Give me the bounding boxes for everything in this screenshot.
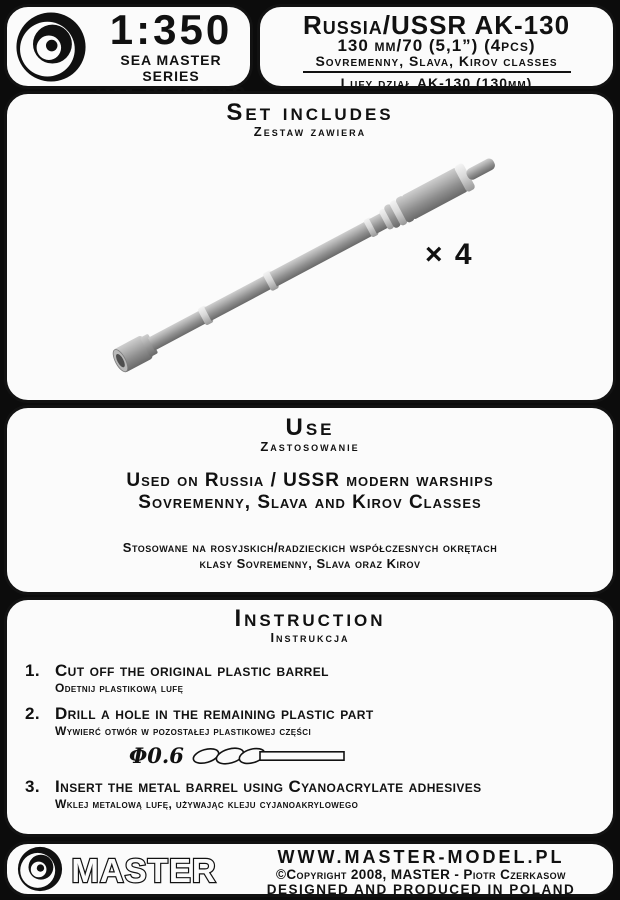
use-pl-line-1: Stosowane na rosyjskich/radzieckich współczesnych okrętach (122, 540, 498, 555)
instruction-step-1 (25, 661, 613, 695)
instruction-title-pl: Instrukcja (270, 630, 350, 645)
instruction-step-2 (25, 704, 613, 768)
footer-panel (4, 841, 616, 897)
copyright-line: ©Copyright 2008, MASTER - Piotr Czerkasow (276, 867, 566, 882)
instruction-title: Instruction (234, 605, 386, 632)
step-text-en: Cut off the original plastic barrel (55, 661, 329, 680)
drill-diagram (129, 744, 613, 768)
series-label: SEA MASTER SERIES (120, 52, 222, 84)
master-swirl-logo-icon (15, 11, 87, 83)
set-includes-title-pl: Zestaw zawiera (253, 124, 367, 139)
drill-bit-icon (190, 744, 348, 768)
use-line-2: Sovremenny, Slava and Kirov Classes (138, 492, 482, 513)
divider (303, 71, 571, 73)
product-title: Russia/USSR AK-130 (302, 10, 571, 40)
master-swirl-logo-icon (17, 846, 63, 892)
step-text-pl: Wklej metalową lufę, używając kleju cyjanoakrylowego (55, 797, 359, 811)
step-number: 3. (25, 777, 40, 796)
instruction-step-3 (25, 777, 613, 811)
website-url: WWW.MASTER-MODEL.PL (277, 847, 565, 867)
origin-line: DESIGNED AND PRODUCED IN POLAND (266, 882, 576, 897)
scale-label: 1:350 (109, 6, 233, 53)
brand-panel (4, 4, 253, 89)
use-title-pl: Zastosowanie (260, 439, 360, 454)
drill-diameter-label: Φ0.6 (129, 743, 184, 768)
step-text-en: Insert the metal barrel using Cyanoacrylate adhesives (55, 777, 482, 796)
product-title-panel (257, 4, 616, 89)
step-text-en: Drill a hole in the remaining plastic part (55, 704, 374, 723)
product-classes: Sovremenny, Slava, Kirov classes (315, 53, 558, 69)
master-wordmark-text: MASTER (71, 852, 217, 889)
set-includes-panel (4, 91, 616, 403)
product-subtitle-pl: Lufy dział AK-130 (130mm) (340, 75, 533, 91)
product-spec: 130 mm/70 (5,1”) (4pcs) (337, 36, 536, 55)
use-title: Use (285, 414, 335, 441)
step-number: 2. (25, 704, 40, 723)
quantity-label: × 4 (425, 238, 474, 271)
instruction-panel (4, 597, 616, 837)
use-pl-line-2: klasy Sovremenny, Slava oraz Kirov (199, 556, 421, 571)
master-wordmark (65, 851, 223, 891)
use-panel (4, 405, 616, 595)
step-text-pl: Wywierć otwór w pozostałej plastikowej części (55, 724, 312, 738)
use-line-1: Used on Russia / USSR modern warships (126, 470, 494, 491)
barrel-render-image (7, 94, 613, 396)
step-number: 1. (25, 661, 40, 680)
set-includes-title: Set includes (226, 99, 394, 126)
step-text-pl: Odetnij plastikową lufę (55, 681, 184, 695)
